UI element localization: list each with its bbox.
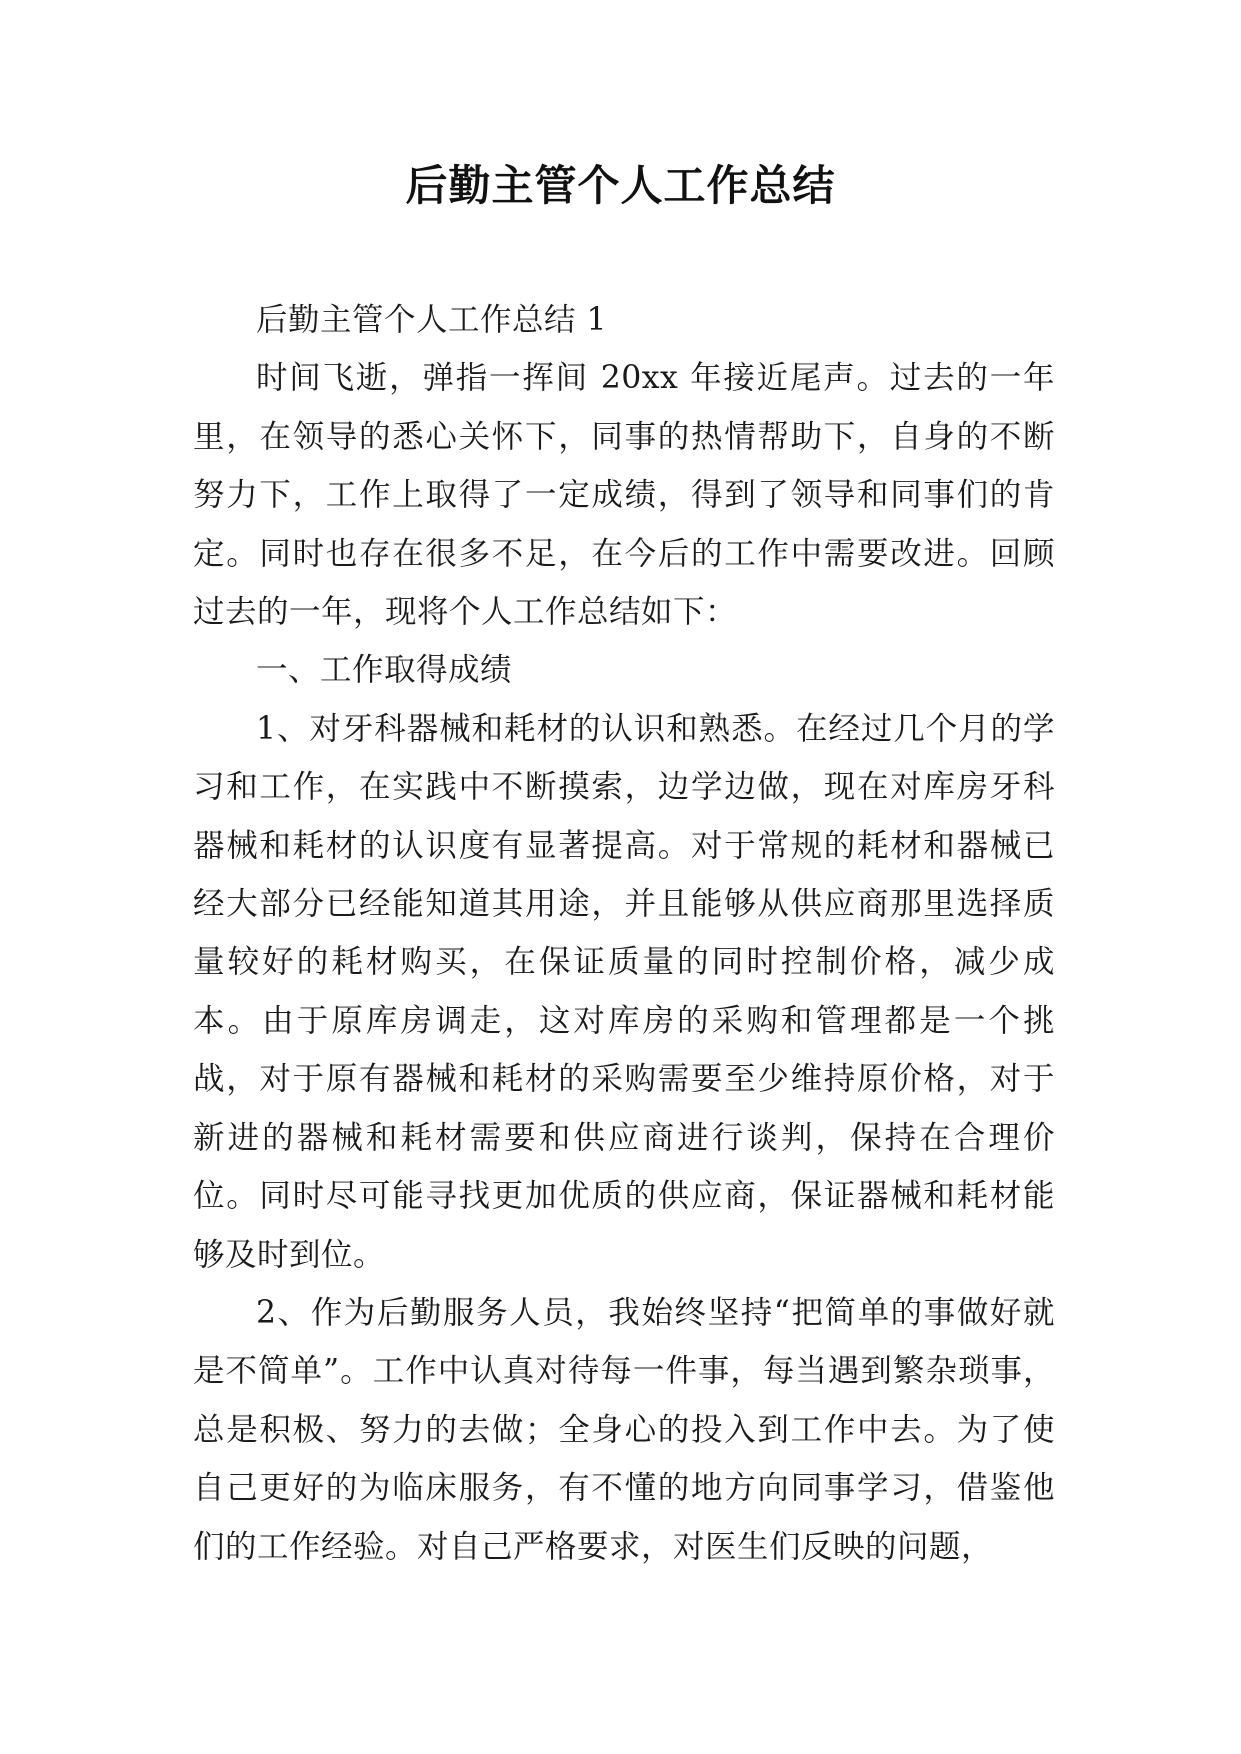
document-title: 后勤主管个人工作总结	[405, 161, 836, 210]
body-paragraph: 1、对牙科器械和耗材的认识和熟悉。在经过几个月的学习和工作，在实践中不断摸索，边学边做，现在对库房牙科器械和耗材的认识度有显著提高。对于常规的耗材和器械已经大部分已经能知道其用途，并且能够从供应商那里选择质量较好的耗材购买，在保证质量的同时控制价格，减少成本。由于原库房调走，这对库房的采购和管理都是一个挑战，对于原有器械和耗材的采购需要至少维持原价格，对于新进的器械和耗材需要和供应商进行谈判，保持在合理价位。同时尽可能寻找更加优质的供应商，保证器械和耗材能够及时到位。	[193, 710, 1055, 1273]
subsection-heading: 一、工作取得成绩	[256, 652, 513, 689]
document-body	[193, 291, 1055, 1576]
intro-paragraph: 时间飞逝，弹指一挥间 20xx 年接近尾声。过去的一年里，在领导的悉心关怀下，同事的热情帮助下，自身的不断努力下，工作上取得了一定成绩，得到了领导和同事们的肯定。同时也存在很多不足，在今后的工作中需要改进。回顾过去的一年，现将个人工作总结如下：	[193, 360, 1055, 631]
section-heading: 后勤主管个人工作总结 1	[256, 302, 608, 338]
body-paragraph: 2、作为后勤服务人员，我始终坚持“把简单的事做好就是不简单”。工作中认真对待每一件事，每当遇到繁杂琐事，总是积极、努力的去做；全身心的投入到工作中去。为了使自己更好的为临床服务，有不懂的地方向同事学习，借鉴他们的工作经验。对自己严格要求，对医生们反映的问题，	[193, 1294, 1055, 1565]
